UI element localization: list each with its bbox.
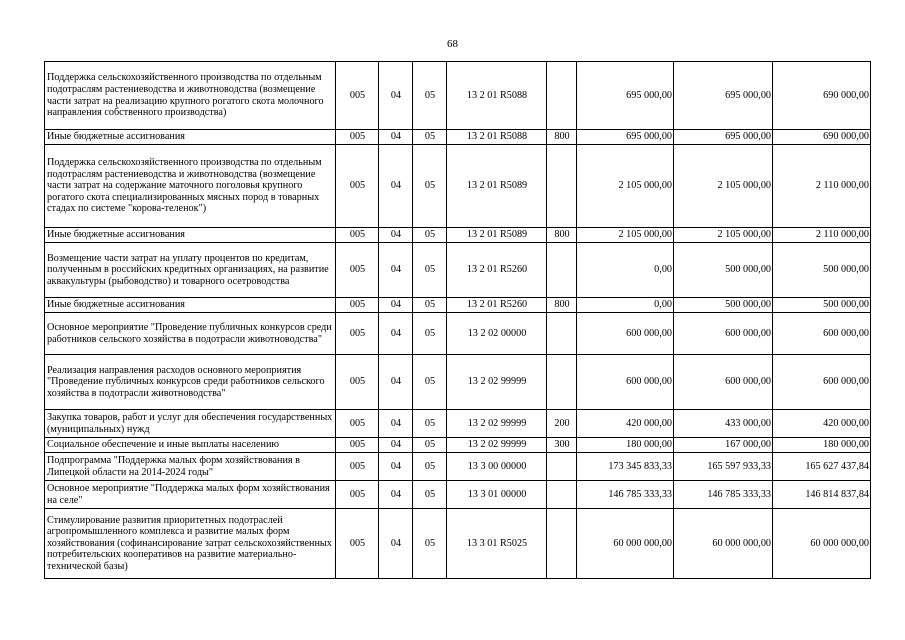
cell-amount-year-3: 420 000,00	[773, 410, 871, 438]
cell-amount-year-3: 2 110 000,00	[773, 145, 871, 228]
cell-amount-year-1: 695 000,00	[577, 62, 674, 130]
cell-grbs: 005	[336, 62, 379, 130]
table-row	[45, 410, 871, 438]
cell-amount-year-2: 600 000,00	[674, 355, 773, 410]
row-name: Поддержка сельскохозяйственного производства по отдельным подотраслям растениеводства и животноводства (возмещение части затрат на содержание маточного поголовья крупного рогатого скота специализированных мясных пород в товарных стадах по системе "корова-теленок")	[45, 145, 336, 228]
cell-grbs: 005	[336, 355, 379, 410]
row-name: Возмещение части затрат на уплату процентов по кредитам, полученным в российских кредитных организациях, на развитие аквакультуры (рыбоводство) и товарного осетроводства	[45, 243, 336, 298]
cell-target-article: 13 3 01 R5025	[447, 509, 547, 579]
row-name: Иные бюджетные ассигнования	[45, 298, 336, 313]
cell-section: 04	[379, 481, 413, 509]
cell-target-article: 13 2 01 R5260	[447, 243, 547, 298]
cell-expense-type: 200	[547, 410, 577, 438]
cell-grbs: 005	[336, 130, 379, 145]
row-name: Поддержка сельскохозяйственного производства по отдельным подотраслям растениеводства и животноводства (возмещение части затрат на реализацию крупного рогатого скота молочного направления собственного производства)	[45, 62, 336, 130]
row-name: Основное мероприятие "Поддержка малых форм хозяйствования на селе"	[45, 481, 336, 509]
cell-amount-year-2: 146 785 333,33	[674, 481, 773, 509]
cell-amount-year-1: 600 000,00	[577, 355, 674, 410]
cell-grbs: 005	[336, 453, 379, 481]
cell-grbs: 005	[336, 438, 379, 453]
cell-subsection: 05	[413, 145, 447, 228]
cell-target-article: 13 2 02 99999	[447, 438, 547, 453]
cell-amount-year-1: 0,00	[577, 298, 674, 313]
table-row	[45, 453, 871, 481]
cell-subsection: 05	[413, 355, 447, 410]
row-name: Основное мероприятие "Проведение публичных конкурсов среди работников сельского хозяйства в подотрасли животноводства"	[45, 313, 336, 355]
cell-target-article: 13 2 01 R5088	[447, 130, 547, 145]
cell-target-article: 13 2 01 R5089	[447, 145, 547, 228]
cell-section: 04	[379, 355, 413, 410]
cell-expense-type	[547, 509, 577, 579]
cell-target-article: 13 2 01 R5088	[447, 62, 547, 130]
cell-amount-year-1: 146 785 333,33	[577, 481, 674, 509]
table-row	[45, 481, 871, 509]
cell-amount-year-3: 690 000,00	[773, 130, 871, 145]
page-number: 68	[447, 38, 458, 50]
cell-section: 04	[379, 130, 413, 145]
cell-amount-year-1: 180 000,00	[577, 438, 674, 453]
cell-section: 04	[379, 410, 413, 438]
cell-section: 04	[379, 313, 413, 355]
cell-subsection: 05	[413, 298, 447, 313]
cell-amount-year-3: 690 000,00	[773, 62, 871, 130]
cell-amount-year-3: 600 000,00	[773, 313, 871, 355]
table-row	[45, 145, 871, 228]
cell-target-article: 13 2 02 00000	[447, 313, 547, 355]
table-row	[45, 438, 871, 453]
cell-amount-year-2: 2 105 000,00	[674, 228, 773, 243]
cell-amount-year-2: 600 000,00	[674, 313, 773, 355]
cell-subsection: 05	[413, 313, 447, 355]
cell-grbs: 005	[336, 313, 379, 355]
cell-expense-type	[547, 243, 577, 298]
cell-amount-year-1: 2 105 000,00	[577, 145, 674, 228]
table-row	[45, 313, 871, 355]
cell-subsection: 05	[413, 130, 447, 145]
cell-subsection: 05	[413, 410, 447, 438]
row-name: Закупка товаров, работ и услуг для обеспечения государственных (муниципальных) нужд	[45, 410, 336, 438]
row-name: Реализация направления расходов основного мероприятия "Проведение публичных конкурсов среди работников сельского хозяйства в подотрасли животноводства"	[45, 355, 336, 410]
table-row	[45, 298, 871, 313]
cell-amount-year-1: 2 105 000,00	[577, 228, 674, 243]
cell-amount-year-3: 146 814 837,84	[773, 481, 871, 509]
cell-grbs: 005	[336, 298, 379, 313]
cell-expense-type	[547, 313, 577, 355]
cell-section: 04	[379, 145, 413, 228]
cell-expense-type	[547, 481, 577, 509]
cell-amount-year-2: 433 000,00	[674, 410, 773, 438]
cell-amount-year-3: 165 627 437,84	[773, 453, 871, 481]
cell-target-article: 13 2 01 R5089	[447, 228, 547, 243]
cell-target-article: 13 3 00 00000	[447, 453, 547, 481]
table-row	[45, 130, 871, 145]
cell-amount-year-1: 0,00	[577, 243, 674, 298]
table-row	[45, 228, 871, 243]
cell-amount-year-1: 60 000 000,00	[577, 509, 674, 579]
cell-amount-year-3: 180 000,00	[773, 438, 871, 453]
cell-amount-year-2: 167 000,00	[674, 438, 773, 453]
cell-amount-year-2: 60 000 000,00	[674, 509, 773, 579]
cell-section: 04	[379, 453, 413, 481]
cell-target-article: 13 2 02 99999	[447, 355, 547, 410]
cell-amount-year-1: 695 000,00	[577, 130, 674, 145]
cell-amount-year-3: 600 000,00	[773, 355, 871, 410]
cell-amount-year-1: 600 000,00	[577, 313, 674, 355]
cell-amount-year-2: 2 105 000,00	[674, 145, 773, 228]
table-row	[45, 355, 871, 410]
cell-grbs: 005	[336, 481, 379, 509]
cell-subsection: 05	[413, 453, 447, 481]
table-body	[45, 62, 871, 579]
cell-expense-type	[547, 355, 577, 410]
cell-section: 04	[379, 509, 413, 579]
cell-amount-year-2: 695 000,00	[674, 62, 773, 130]
row-name: Иные бюджетные ассигнования	[45, 130, 336, 145]
cell-grbs: 005	[336, 509, 379, 579]
cell-target-article: 13 2 01 R5260	[447, 298, 547, 313]
cell-target-article: 13 2 02 99999	[447, 410, 547, 438]
cell-expense-type: 800	[547, 228, 577, 243]
cell-expense-type	[547, 453, 577, 481]
cell-amount-year-2: 500 000,00	[674, 298, 773, 313]
budget-table	[44, 61, 871, 579]
cell-amount-year-3: 500 000,00	[773, 298, 871, 313]
row-name: Иные бюджетные ассигнования	[45, 228, 336, 243]
cell-section: 04	[379, 228, 413, 243]
cell-expense-type: 800	[547, 298, 577, 313]
table-row	[45, 509, 871, 579]
cell-subsection: 05	[413, 481, 447, 509]
cell-target-article: 13 3 01 00000	[447, 481, 547, 509]
row-name: Социальное обеспечение и иные выплаты населению	[45, 438, 336, 453]
cell-amount-year-2: 695 000,00	[674, 130, 773, 145]
cell-expense-type	[547, 62, 577, 130]
cell-subsection: 05	[413, 243, 447, 298]
row-name: Стимулирование развития приоритетных подотраслей агропромышленного комплекса и развитие малых форм хозяйствования (софинансирование затрат сельскохозяйственных потребительских кооперативов на развитие материально-технической базы)	[45, 509, 336, 579]
cell-grbs: 005	[336, 228, 379, 243]
cell-subsection: 05	[413, 438, 447, 453]
cell-amount-year-3: 2 110 000,00	[773, 228, 871, 243]
cell-section: 04	[379, 62, 413, 130]
cell-grbs: 005	[336, 243, 379, 298]
cell-grbs: 005	[336, 410, 379, 438]
cell-subsection: 05	[413, 228, 447, 243]
cell-expense-type: 800	[547, 130, 577, 145]
cell-amount-year-2: 500 000,00	[674, 243, 773, 298]
cell-section: 04	[379, 243, 413, 298]
cell-subsection: 05	[413, 509, 447, 579]
cell-expense-type	[547, 145, 577, 228]
cell-amount-year-1: 420 000,00	[577, 410, 674, 438]
cell-amount-year-3: 60 000 000,00	[773, 509, 871, 579]
table-row	[45, 62, 871, 130]
cell-amount-year-3: 500 000,00	[773, 243, 871, 298]
cell-grbs: 005	[336, 145, 379, 228]
cell-section: 04	[379, 298, 413, 313]
cell-amount-year-1: 173 345 833,33	[577, 453, 674, 481]
row-name: Подпрограмма "Поддержка малых форм хозяйствования в Липецкой области на 2014-2024 годы"	[45, 453, 336, 481]
cell-expense-type: 300	[547, 438, 577, 453]
cell-amount-year-2: 165 597 933,33	[674, 453, 773, 481]
cell-section: 04	[379, 438, 413, 453]
cell-subsection: 05	[413, 62, 447, 130]
table-row	[45, 243, 871, 298]
